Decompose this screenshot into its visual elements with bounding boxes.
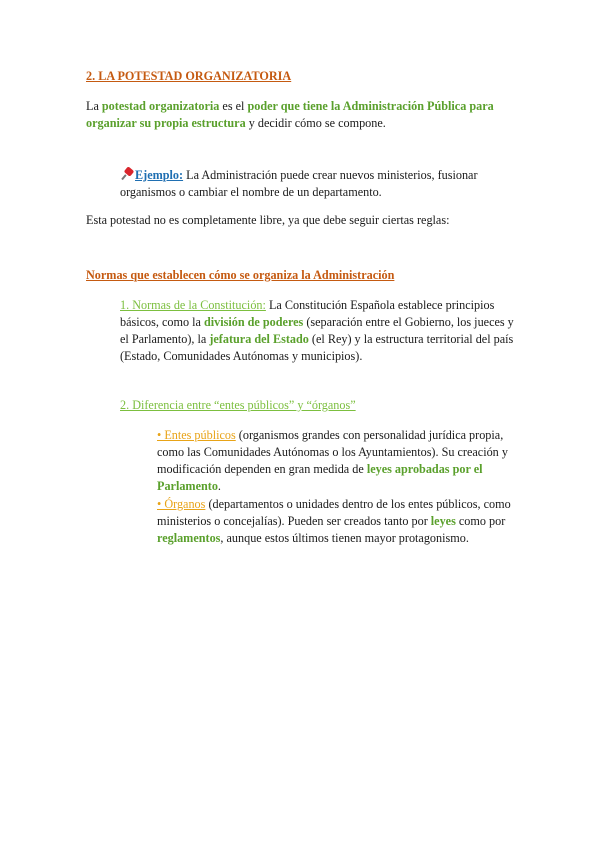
intro-text: La <box>86 99 102 113</box>
organos-label: • Órganos <box>157 497 206 511</box>
keyword-potestad: potestad organizatoria <box>101 99 220 113</box>
entes-text: . <box>217 479 221 493</box>
keyword-poder: poder que tiene la Administración Pública para organizar su propia estructura <box>86 99 494 130</box>
example-text: La Administración puede crear nuevos ministerios, fusionar organismos o cambiar el nombre de un departamento. <box>120 168 478 199</box>
rule1-label: 1. Normas de la Constitución: <box>120 298 266 312</box>
section-heading: Normas que establecen cómo se organiza la Administración <box>86 268 395 282</box>
keyword-leyes: leyes <box>430 514 456 528</box>
organos-text: como por <box>455 514 506 528</box>
intro-paragraph <box>86 98 516 132</box>
keyword-reglamentos: reglamentos <box>157 531 221 545</box>
organos-text: (departamentos o unidades dentro de los entes públicos, como ministerios o concejalías). Pueden ser creados tanto por <box>157 497 511 528</box>
intro-text: y decidir cómo se compone. <box>245 116 386 130</box>
rule-constitucion <box>120 297 520 365</box>
keyword-jefatura: jefatura del Estado <box>209 332 309 346</box>
rule2-label: 2. Diferencia entre “entes públicos” y “órganos” <box>120 398 356 412</box>
pushpin-icon <box>120 168 134 180</box>
example-paragraph <box>120 167 520 201</box>
rule1-text: (el Rey) y la estructura territorial del país (Estado, Comunidades Autónomas y municipios). <box>120 332 514 363</box>
rule1-text: La Constitución Española establece principios básicos, como la <box>120 298 495 329</box>
intro-text: es el <box>219 99 248 113</box>
entes-label: • Entes públicos <box>157 428 236 442</box>
organos-paragraph <box>157 496 517 547</box>
entes-text: (organismos grandes con personalidad jurídica propia, como las Comunidades Autónomas o los Ayuntamientos). Su creación y modificación dependen en gran medida de <box>157 428 508 476</box>
keyword-leyes-parlamento: leyes aprobadas por el Parlamento <box>157 462 483 493</box>
page-title: 2. LA POTESTAD ORGANIZATORIA <box>86 69 292 83</box>
example-label: Ejemplo: <box>135 168 184 182</box>
rule1-text: (separación entre el Gobierno, los jueces y el Parlamento), la <box>120 315 514 346</box>
note-paragraph: Esta potestad no es completamente libre, ya que debe seguir ciertas reglas: <box>86 213 450 227</box>
keyword-division: división de poderes <box>203 315 304 329</box>
entes-paragraph <box>157 427 517 495</box>
organos-text: , aunque estos últimos tienen mayor protagonismo. <box>220 531 469 545</box>
